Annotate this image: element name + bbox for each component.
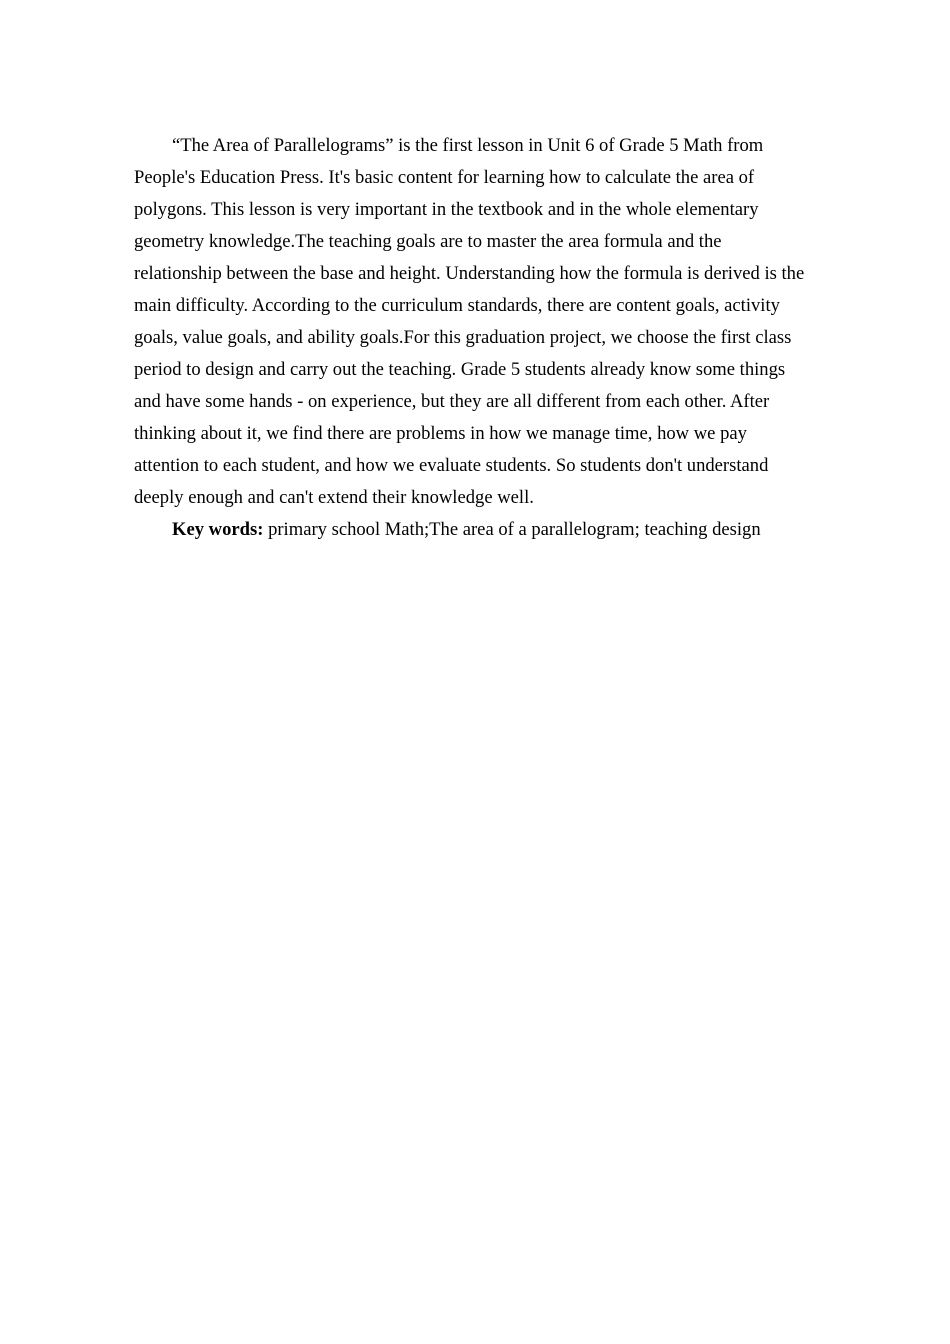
keywords-text: primary school Math;The area of a parallelogram; teaching design [263, 519, 761, 540]
keywords-label: Key words: [172, 519, 264, 540]
keywords-line [134, 514, 806, 546]
abstract-paragraph: “The Area of Parallelograms” is the first lesson in Unit 6 of Grade 5 Math from People's Education Press. It's basic content for learning how to calculate the area of polygons. This lesson is very important in the textbook and in the whole elementary geometry knowledge.The teaching goals are to master the area formula and the relationship between the base and height. Understanding how the formula is derived is the main difficulty. According to the curriculum standards, there are content goals, activity goals, value goals, and ability goals.For this graduation project, we choose the first class period to design and carry out the teaching. Grade 5 students already know some things and have some hands - on experience, but they are all different from each other. After thinking about it, we find there are problems in how we manage time, how we pay attention to each student, and how we evaluate students. So students don't understand deeply enough and can't extend their knowledge well. [134, 135, 805, 508]
abstract-section [134, 130, 806, 546]
